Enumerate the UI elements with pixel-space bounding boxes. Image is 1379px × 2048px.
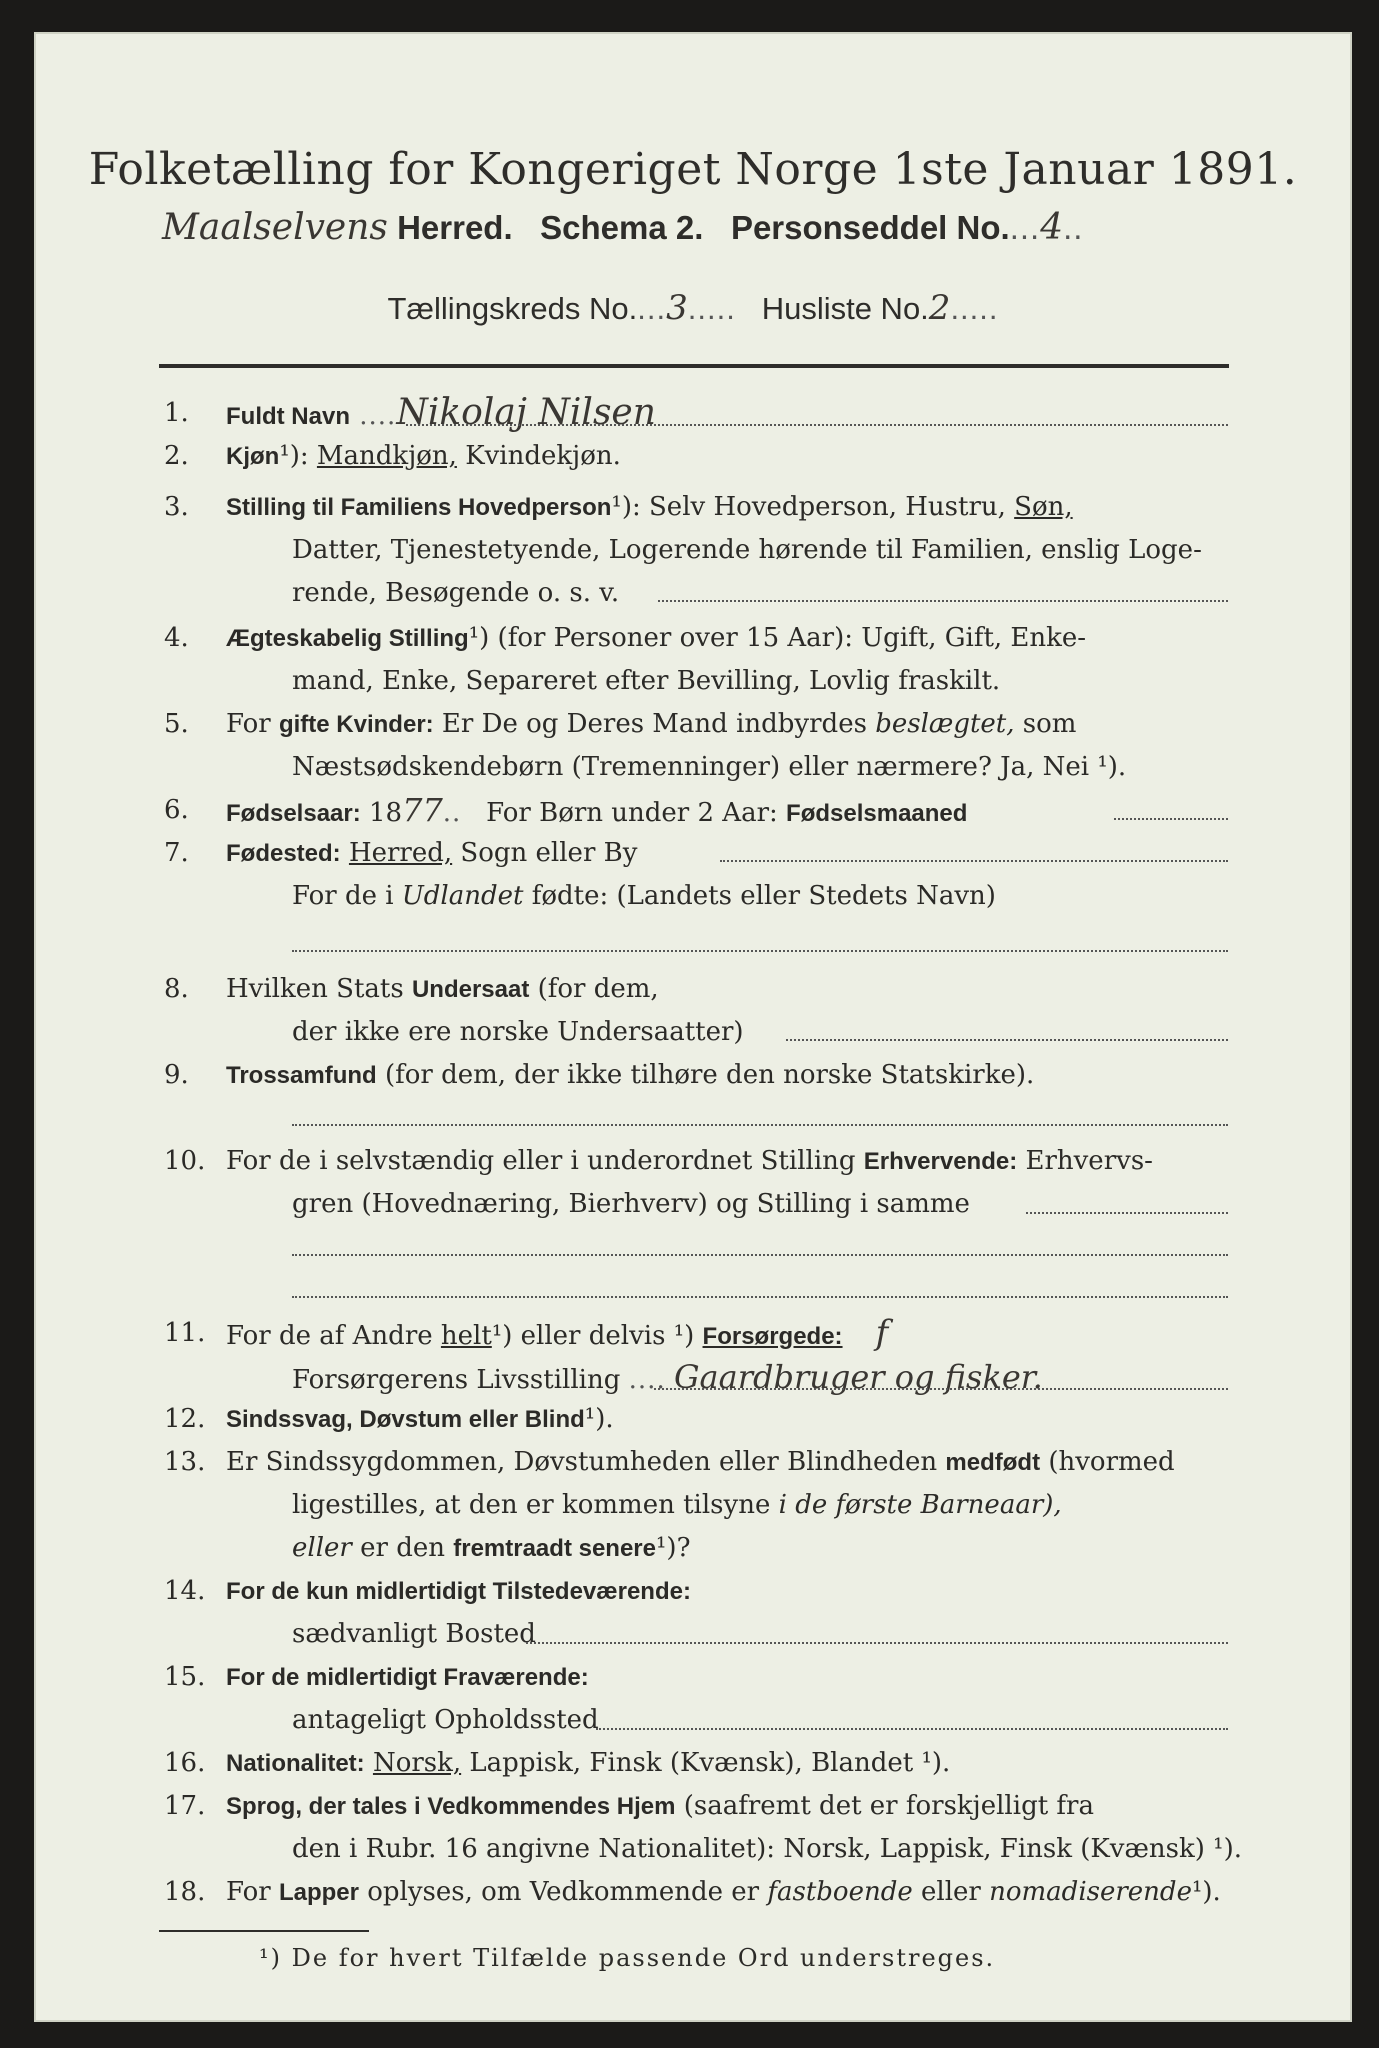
option-selected: Norsk, <box>372 1748 462 1778</box>
footnote-marker: ¹): <box>279 441 309 471</box>
question-text: mand, Enke, Separeret efter Bevilling, Lovlig fraskilt. <box>292 666 1001 696</box>
question-text: ¹) (for Personer over 15 Aar): Ugift, Gift, Enke- <box>468 623 1087 653</box>
question-number: 3. <box>164 492 189 522</box>
question-text: eller <box>292 1533 352 1563</box>
question-text: ¹) eller delvis ¹) <box>491 1321 695 1351</box>
question-label: gifte Kvinder: <box>278 711 434 738</box>
question-number: 14. <box>164 1576 206 1606</box>
question-text: For de i selvstændig eller i underordnet Stilling <box>226 1146 856 1176</box>
schema-label: Schema 2. <box>540 209 704 246</box>
question-number: 8. <box>164 974 189 1004</box>
question-label: Fødselsaar: <box>226 800 361 827</box>
question-text: (for dem, <box>537 974 659 1004</box>
question-label: Undersaat <box>411 976 530 1003</box>
question-number: 7. <box>164 838 189 868</box>
option-selected: Mandkjøn, <box>316 441 457 471</box>
form-title: Folketælling for Kongeriget Norge 1ste Januar 1891. <box>88 144 1298 195</box>
answer-line <box>654 1388 1228 1390</box>
question-label: For de kun midlertidigt Tilstedeværende: <box>226 1578 691 1605</box>
question-text: (for dem, der ikke tilhøre den norske Statskirke). <box>384 1060 1035 1090</box>
option-selected: Herred, <box>348 838 453 868</box>
answer-line <box>406 424 1228 426</box>
question-text: er den <box>360 1533 445 1563</box>
header-kreds-line: Tællingskreds No....3..... Husliste No.2..... <box>387 288 999 328</box>
question-text: nomadiserende <box>989 1877 1192 1907</box>
question-text: Næstsødskendebørn (Tremenninger) eller nærmere? Ja, Nei ¹). <box>292 752 1127 782</box>
header-schema-line: Maalselvens Herred. Schema 2. Personseddel No....4.. <box>162 207 1084 248</box>
husliste-number: 2 <box>928 288 951 328</box>
question-text: Erhvervs- <box>1025 1146 1153 1176</box>
question-number: 15. <box>164 1662 206 1692</box>
municipality-handwritten: Maalselvens <box>162 207 388 248</box>
answer-line <box>292 1124 1228 1126</box>
question-text: som <box>1022 709 1077 739</box>
answer-line <box>786 1039 1228 1041</box>
answer-line <box>292 1296 1228 1298</box>
kreds-label: Tællingskreds No. <box>387 291 638 326</box>
footnote: ¹) De for hvert Tilfælde passende Ord understreges. <box>259 1944 996 1972</box>
question-text: For <box>226 709 271 739</box>
answer-line <box>720 860 1228 862</box>
question-text: oplyses, om Vedkommende er <box>367 1877 760 1907</box>
birth-year-answer: 77 <box>402 791 443 829</box>
question-text: ¹). <box>1191 1877 1221 1907</box>
answer-line <box>658 600 1228 602</box>
question-text: gren (Hovednæring, Bierhverv) og Stilling i samme <box>292 1189 970 1219</box>
year-prefix: 18 <box>368 798 403 828</box>
question-text: Datter, Tjenestetyende, Logerende hørende til Familien, enslig Loge- <box>292 535 1202 565</box>
question-label: Forsørgede: <box>702 1323 843 1350</box>
question-text: ¹)? <box>656 1533 691 1563</box>
option-selected: helt <box>440 1321 492 1351</box>
question-label: Fuldt Navn <box>226 403 350 430</box>
question-text: (saafremt det er forskjelligt fra <box>683 1791 1094 1821</box>
question-number: 17. <box>164 1791 206 1821</box>
question-text: eller <box>921 1877 981 1907</box>
question-text: Hvilken Stats <box>226 974 404 1004</box>
question-number: 2. <box>164 441 189 471</box>
personseddel-number: 4 <box>1040 207 1064 248</box>
question-label: Lapper <box>278 1879 359 1906</box>
question-text: For <box>226 1877 271 1907</box>
option: Kvindekjøn. <box>465 441 621 471</box>
full-name-answer: Nikolaj Nilsen <box>396 392 656 433</box>
question-text: der ikke ere norske Undersaatter) <box>292 1017 744 1047</box>
question-text: (hvormed <box>1048 1447 1175 1477</box>
option-selected: Søn, <box>1014 492 1073 522</box>
question-text: ¹): Selv Hovedperson, Hustru, <box>611 492 1006 522</box>
question-label: Fødselsmaaned <box>786 800 968 827</box>
question-number: 11. <box>164 1318 206 1348</box>
question-number: 1. <box>164 398 189 428</box>
answer-line <box>526 1642 1228 1644</box>
header-rule <box>159 364 1229 368</box>
question-text: For Børn under 2 Aar: <box>486 798 778 828</box>
answer-line <box>292 950 1228 952</box>
question-label: medfødt <box>945 1449 1041 1476</box>
question-label: Erhvervende: <box>863 1148 1018 1175</box>
answer-line <box>596 1728 1228 1730</box>
question-label: Stilling til Familiens Hovedperson <box>226 494 612 521</box>
question-text: ligestilles, at den er kommen tilsyne <box>292 1490 771 1520</box>
question-label: Trossamfund <box>226 1062 377 1089</box>
question-text: Forsørgerens Livsstilling <box>292 1365 621 1395</box>
question-text: fødte: (Landets eller Stedets Navn) <box>531 881 996 911</box>
herred-label: Herred. <box>397 209 513 246</box>
question-number: 13. <box>164 1447 206 1477</box>
question-label: Sindssvag, Døvstum eller Blind <box>226 1406 585 1433</box>
personseddel-label: Personseddel No. <box>730 209 1010 246</box>
question-text: Sogn eller By <box>460 838 638 868</box>
question-text: Er Sindssygdommen, Døvstumheden eller Blindheden <box>226 1447 938 1477</box>
question-text: Udlandet <box>401 881 524 911</box>
question-text: beslægtet, <box>875 709 1015 739</box>
question-text: rende, Besøgende o. s. v. <box>292 578 620 608</box>
question-label: fremtraadt senere <box>453 1535 656 1562</box>
census-form-page: Folketælling for Kongeriget Norge 1ste Januar 1891. Maalselvens Herred. Schema 2. Personseddel No....4.. Tællingskreds No....3..... Husliste No.2..... 1. Fuldt Navn ....Nikolaj Nilsen 2. Kjøn¹): Mandkjøn, Kvindekjøn. 3. Stilling til Familiens Hovedperson¹): Selv Hovedperson, Hustru, Søn, Datter, Tjenestetyende, Logerende hørende til Familien, enslig Loge- rende, Besøgende o. s. v. 4. Ægteskabelig Stilling¹) (for Personer over 15 Aar): Ugift, Gift, Enke- mand, Enke, Separeret efter Bevilling, Lovlig fraskilt. 5. For gifte Kvinder: Er De og Deres Mand indbyrdes beslægtet, som Næstsødskendebørn (Tremenninger) eller nærmere? Ja, Nei ¹). 6. Fødselsaar: 1877.. For Børn under 2 Aar: Fødselsmaaned 7. Fødested: Herred, Sogn eller By For de i Udlandet fødte: (Landets eller Stedets Navn) 8. Hvilken Stats Undersaat (for dem, der ikke ere norske Undersaatter) 9. Trossamfund (for dem, der ikke tilhøre den norske Statskirke). 10. For de i selvstændig eller i underordnet Stilling Erhvervende: Erhvervs- gren (Hovednæring, Bierhverv) og Stilling i samme 11. For de af Andre helt¹) eller delvis ¹) Forsørgede: f Forsørgerens Livsstilling .... Gaardbruger og fisker. 12. Sindssvag, Døvstum eller Blind¹). 13. Er Sindssygdommen, Døvstumheden eller Blindheden medfødt (hvormed ligestilles, at den er kommen tilsyne i de første Barneaar), eller er den fremtraadt senere¹)? 14. For de kun midlertidigt Tilstedeværende: sædvanligt Bosted 15. For de midlertidigt Fraværende: antageligt Opholdssted 16. Nationalitet: Norsk, Lappisk, Finsk (Kvænsk), Blandet ¹). 17. Sprog, der tales i Vedkommendes Hjem (saafremt det er forskjelligt fra den i Rubr. 16 angivne Nationalitet): Norsk, Lappisk, Finsk (Kvænsk) ¹). 18. For Lapper oplyses, om Vedkommende er fastboende eller nomadiserende¹). ¹) De for hvert Tilfælde passende Ord understreges. <box>34 32 1352 2022</box>
question-label: Sprog, der tales i Vedkommendes Hjem <box>226 1793 676 1820</box>
question-label: For de midlertidigt Fraværende: <box>226 1664 589 1691</box>
footnote-marker: ¹). <box>584 1404 614 1434</box>
answer-line <box>1114 818 1228 820</box>
kreds-number: 3 <box>666 288 688 328</box>
question-text: For de i <box>292 881 394 911</box>
supported-answer: f <box>875 1313 889 1353</box>
answer-line <box>1026 1212 1228 1214</box>
question-label: Nationalitet: <box>226 1750 365 1777</box>
question-text: antageligt Opholdssted <box>292 1705 599 1735</box>
question-text: Er De og Deres Mand indbyrdes <box>441 709 867 739</box>
husliste-label: Husliste No. <box>761 291 929 326</box>
question-text: sædvanligt Bosted <box>292 1619 536 1649</box>
question-number: 5. <box>164 709 189 739</box>
question-number: 9. <box>164 1060 189 1090</box>
question-number: 6. <box>164 795 189 825</box>
question-number: 4. <box>164 623 189 653</box>
question-label: Fødested: <box>226 840 341 867</box>
question-number: 16. <box>164 1748 206 1778</box>
question-number: 12. <box>164 1404 206 1434</box>
question-text: For de af Andre <box>226 1321 433 1351</box>
question-text: den i Rubr. 16 angivne Nationalitet): Norsk, Lappisk, Finsk (Kvænsk) ¹). <box>292 1834 1243 1864</box>
question-number: 18. <box>164 1877 206 1907</box>
provider-occupation-answer: Gaardbruger og fisker. <box>673 1358 1043 1396</box>
question-text: Lappisk, Finsk (Kvænsk), Blandet ¹). <box>469 1748 951 1778</box>
question-number: 10. <box>164 1146 206 1176</box>
answer-line <box>292 1254 1228 1256</box>
question-text: i de første Barneaar), <box>778 1490 1062 1520</box>
question-text: fastboende <box>767 1877 913 1907</box>
question-label: Ægteskabelig Stilling <box>226 625 469 652</box>
question-label: Kjøn <box>226 443 280 470</box>
footnote-rule <box>159 1930 369 1932</box>
